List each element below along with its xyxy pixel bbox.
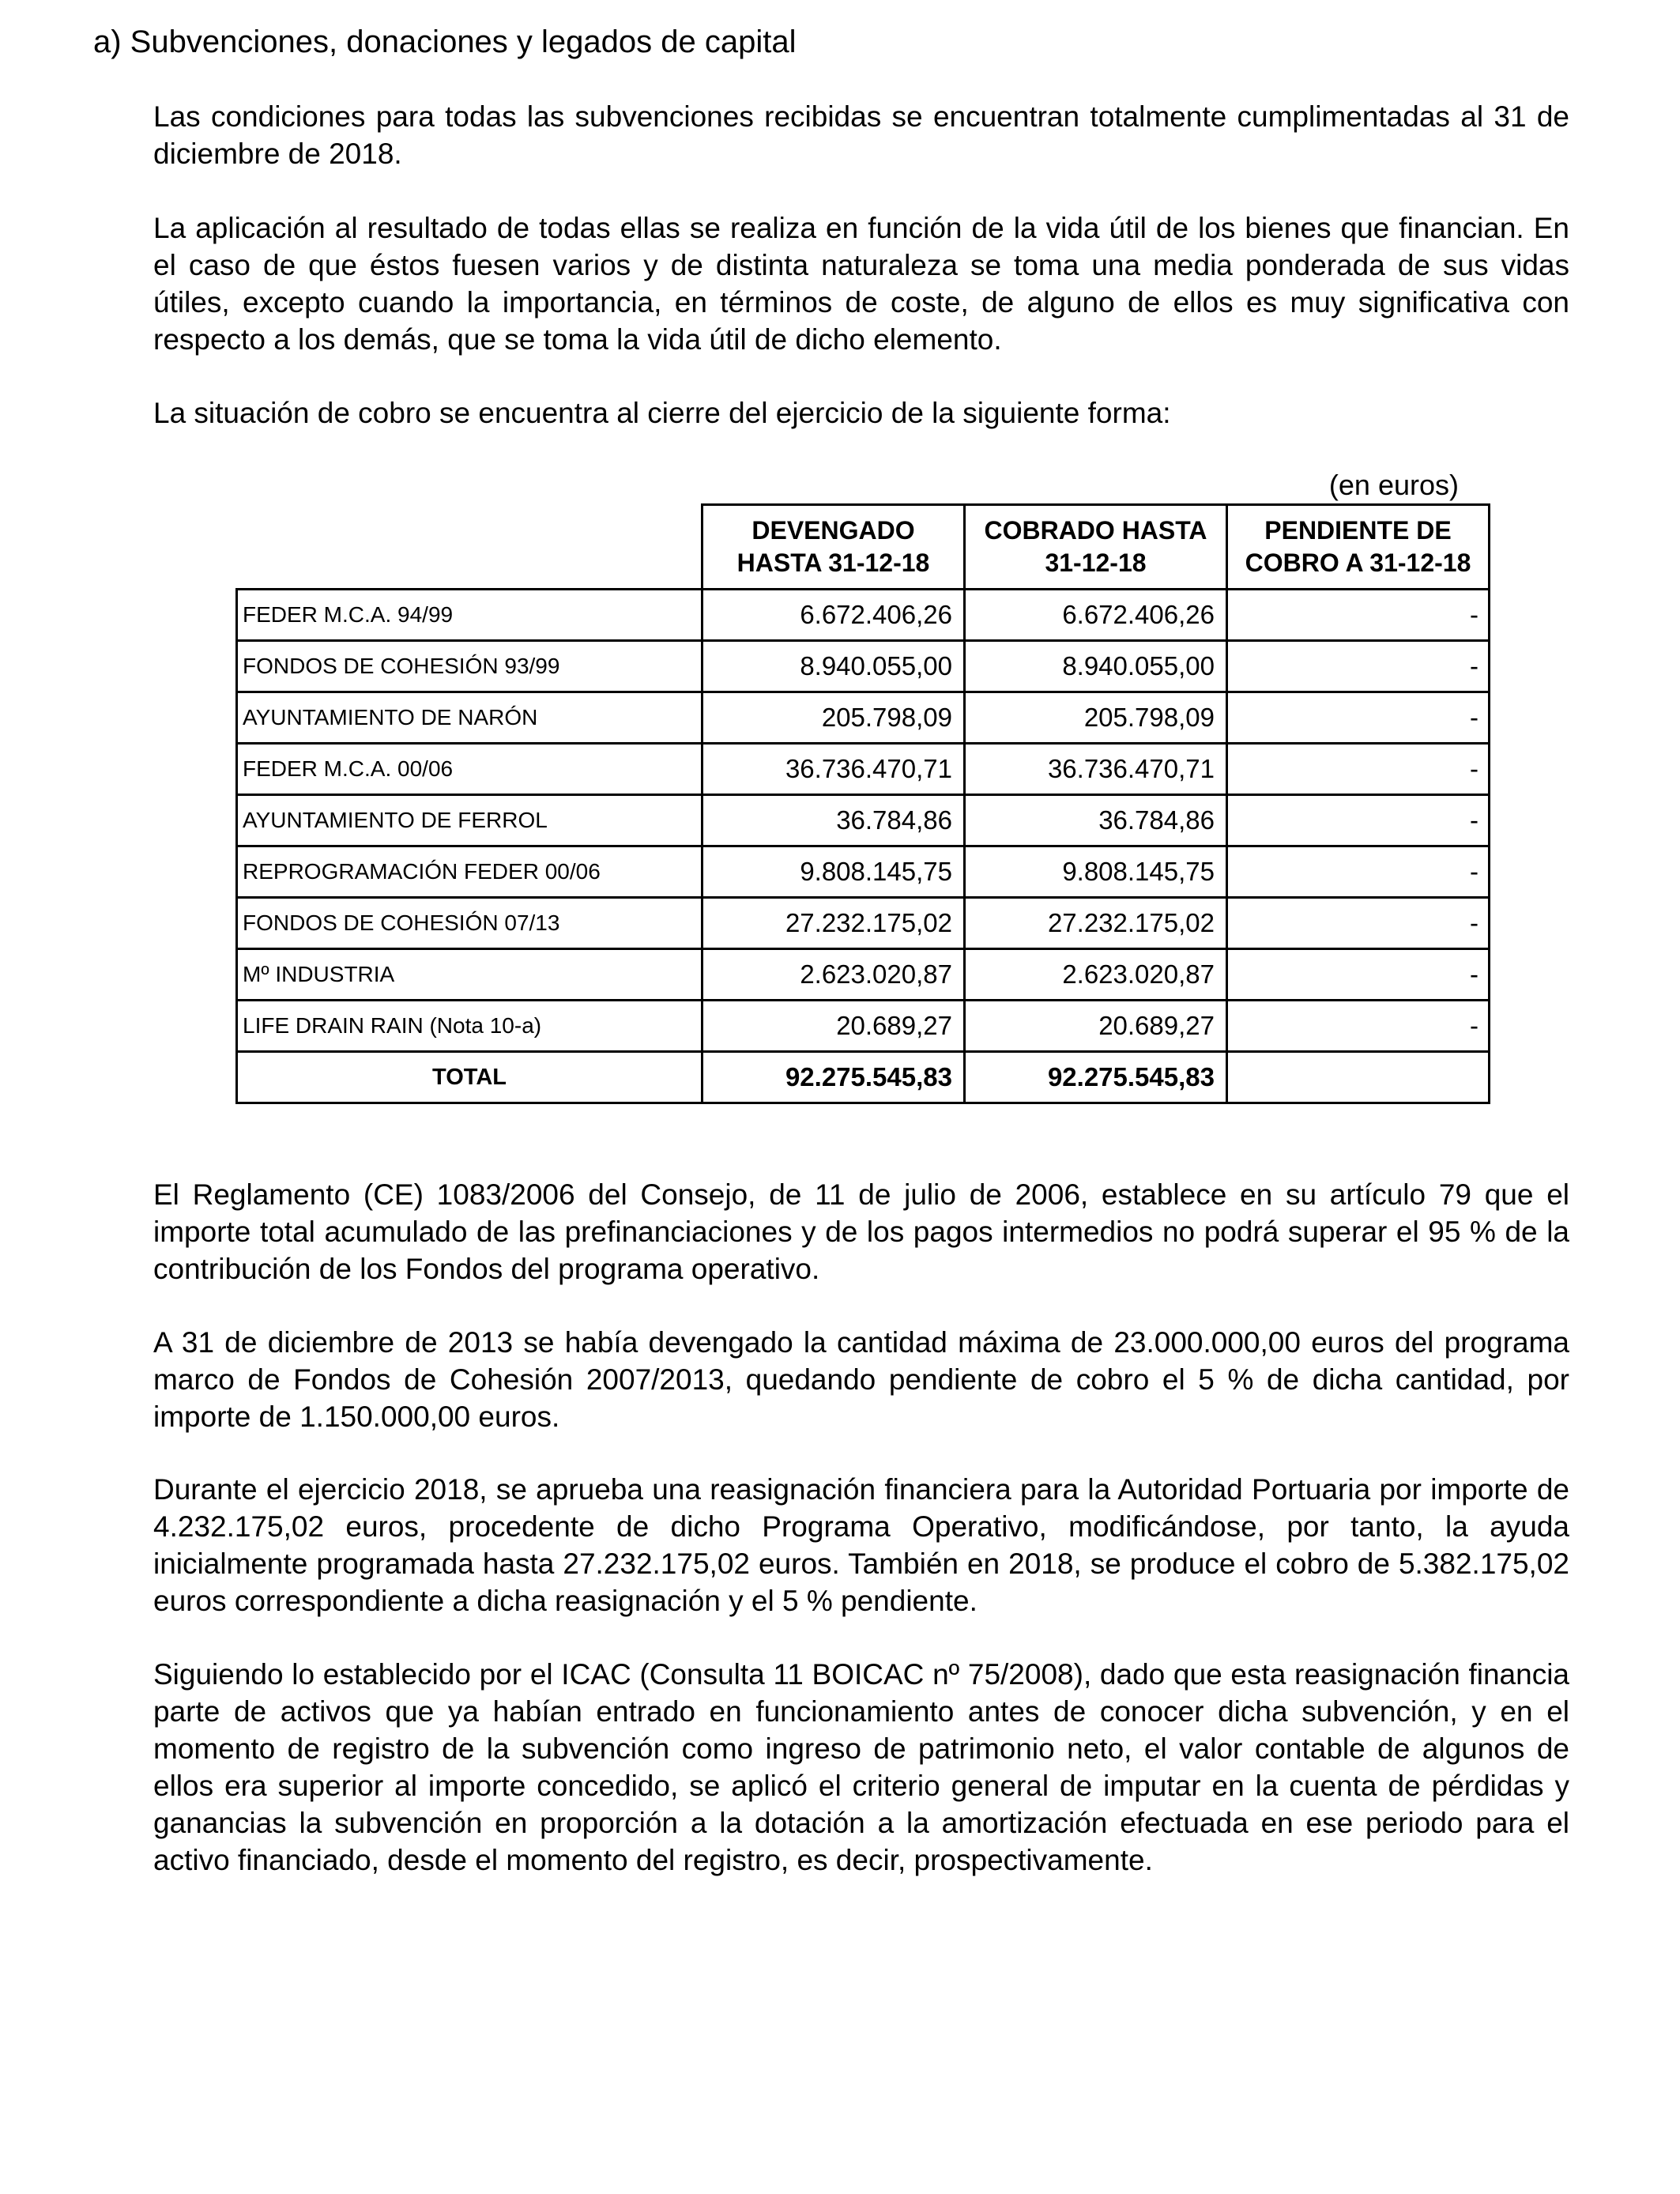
row-devengado: 8.940.055,00	[703, 641, 965, 692]
row-devengado: 9.808.145,75	[703, 846, 965, 898]
row-pendiente: -	[1227, 1001, 1490, 1052]
header-cobrado-line2: 31-12-18	[1045, 548, 1147, 577]
header-devengado	[703, 505, 965, 590]
paragraph-2013-accrual: A 31 de diciembre de 2013 se había devengado la cantidad máxima de 23.000.000,00 euros del programa marco de Fondos de Cohesión 2007/2013, quedando pendiente de cobro el 5 % de dicha cantidad, por importe de 1.150.000,00 euros.	[153, 1326, 1569, 1433]
row-devengado: 205.798,09	[703, 692, 965, 744]
row-cobrado: 36.784,86	[965, 795, 1227, 846]
row-cobrado: 8.940.055,00	[965, 641, 1227, 692]
paragraph-regulation: El Reglamento (CE) 1083/2006 del Consejo, de 11 de julio de 2006, establece en su artículo 79 que el importe total acumulado de las prefinanciaciones y de los pagos intermedios no podrá superar el 95 % de la contribución de los Fondos del programa operativo.	[153, 1178, 1569, 1285]
paragraph-icac: Siguiendo lo establecido por el ICAC (Consulta 11 BOICAC nº 75/2008), dado que esta reasignación financia parte de activos que ya habían entrado en funcionamiento antes de conocer dicha subvención, y en el momento de registro de la subvención como ingreso de patrimonio neto, el valor contable de algunos de ellos era superior al importe concedido, se aplicó el criterio general de imputar en la cuenta de pérdidas y ganancias la subvención en proporción a la dotación a la amortización efectuada en ese periodo para el activo financiado, desde el momento del registro, es decir, prospectivamente.	[153, 1658, 1569, 1876]
row-cobrado: 36.736.470,71	[965, 744, 1227, 795]
total-pendiente	[1227, 1052, 1490, 1103]
row-concept: LIFE DRAIN RAIN (Nota 10-a)	[237, 1001, 703, 1052]
table-row	[237, 590, 1490, 641]
paragraph-2018-reallocation: Durante el ejercicio 2018, se aprueba una reasignación financiera para la Autoridad Portuaria por importe de 4.232.175,02 euros, procedente de dicho Programa Operativo, modificándose, por tanto, la ayuda inicialmente programada hasta 27.232.175,02 euros. También en 2018, se produce el cobro de 5.382.175,02 euros correspondiente a dicha reasignación y el 5 % pendiente.	[153, 1473, 1569, 1617]
table-row	[237, 744, 1490, 795]
row-pendiente: -	[1227, 590, 1490, 641]
row-concept: FONDOS DE COHESIÓN 93/99	[237, 641, 703, 692]
row-cobrado: 20.689,27	[965, 1001, 1227, 1052]
header-cobrado-line1: COBRADO HASTA	[984, 516, 1207, 545]
row-devengado: 2.623.020,87	[703, 949, 965, 1001]
row-cobrado: 2.623.020,87	[965, 949, 1227, 1001]
row-devengado: 20.689,27	[703, 1001, 965, 1052]
row-devengado: 36.736.470,71	[703, 744, 965, 795]
row-pendiente: -	[1227, 949, 1490, 1001]
header-pendiente-line1: PENDIENTE DE	[1264, 516, 1452, 545]
total-label: TOTAL	[237, 1052, 703, 1103]
row-devengado: 36.784,86	[703, 795, 965, 846]
row-pendiente: -	[1227, 898, 1490, 949]
section-heading: a) Subvenciones, donaciones y legados de capital	[93, 25, 797, 59]
table-row	[237, 795, 1490, 846]
header-pendiente	[1227, 505, 1490, 590]
paragraph-application: La aplicación al resultado de todas ellas se realiza en función de la vida útil de los bienes que financian. En el caso de que éstos fuesen varios y de distinta naturaleza se toma una media ponderada de sus vidas útiles, excepto cuando la importancia, en términos de coste, de alguno de ellos es muy significativa con respecto a los demás, que se toma la vida útil de dicho elemento.	[153, 212, 1569, 356]
row-pendiente: -	[1227, 692, 1490, 744]
row-cobrado: 9.808.145,75	[965, 846, 1227, 898]
header-pendiente-line2: COBRO A 31-12-18	[1245, 548, 1471, 577]
row-concept: Mº INDUSTRIA	[237, 949, 703, 1001]
header-devengado-line2: HASTA 31-12-18	[736, 548, 930, 577]
table-row	[237, 846, 1490, 898]
unit-note: (en euros)	[1328, 469, 1459, 501]
row-pendiente: -	[1227, 744, 1490, 795]
table-header-row	[237, 505, 1490, 590]
table-row	[237, 692, 1490, 744]
paragraph-conditions: Las condiciones para todas las subvenciones recibidas se encuentran totalmente cumplimentadas al 31 de diciembre de 2018.	[153, 100, 1569, 170]
paragraph-collection-status: La situación de cobro se encuentra al cierre del ejercicio de la siguiente forma:	[153, 397, 1171, 429]
table-row	[237, 641, 1490, 692]
header-cobrado	[965, 505, 1227, 590]
table-row	[237, 949, 1490, 1001]
total-cobrado: 92.275.545,83	[965, 1052, 1227, 1103]
table-total-row	[237, 1052, 1490, 1103]
row-concept: FEDER M.C.A. 94/99	[237, 590, 703, 641]
row-cobrado: 27.232.175,02	[965, 898, 1227, 949]
row-pendiente: -	[1227, 846, 1490, 898]
row-concept: FONDOS DE COHESIÓN 07/13	[237, 898, 703, 949]
subsidies-table	[235, 503, 1490, 1104]
table-row	[237, 1001, 1490, 1052]
row-concept: AYUNTAMIENTO DE NARÓN	[237, 692, 703, 744]
row-concept: FEDER M.C.A. 00/06	[237, 744, 703, 795]
row-concept: REPROGRAMACIÓN FEDER 00/06	[237, 846, 703, 898]
row-pendiente: -	[1227, 641, 1490, 692]
row-concept: AYUNTAMIENTO DE FERROL	[237, 795, 703, 846]
total-devengado: 92.275.545,83	[703, 1052, 965, 1103]
row-cobrado: 205.798,09	[965, 692, 1227, 744]
table-row	[237, 898, 1490, 949]
row-cobrado: 6.672.406,26	[965, 590, 1227, 641]
row-pendiente: -	[1227, 795, 1490, 846]
header-devengado-line1: DEVENGADO	[751, 516, 915, 545]
row-devengado: 27.232.175,02	[703, 898, 965, 949]
header-blank-cell	[237, 505, 703, 590]
row-devengado: 6.672.406,26	[703, 590, 965, 641]
